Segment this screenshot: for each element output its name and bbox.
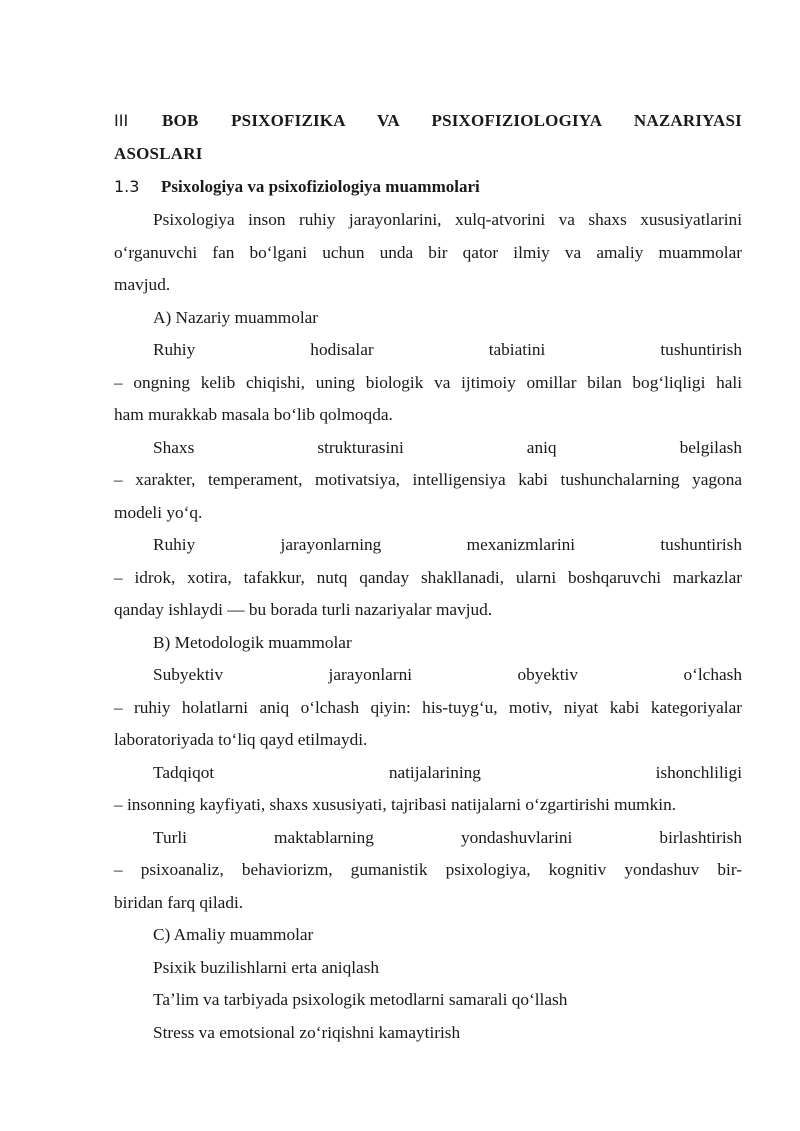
chapter-number: III (114, 111, 129, 130)
text-line: Psixologiya inson ruhiy jarayonlarini, xulq-atvorini va shaxs xususiyatlarini (153, 210, 742, 229)
text-line: Psixik buzilishlarni erta aniqlash (153, 957, 380, 977)
chapter-title-continued: ASOSLARI (114, 144, 203, 163)
section-number: 1.3 (114, 177, 140, 196)
text-line: Stress va emotsional zoʻriqishni kamaytirish (153, 1022, 461, 1042)
text-line: C) Amaliy muammolar (153, 925, 314, 944)
text-line: A) Nazariy muammolar (153, 307, 319, 327)
text-line: B) Metodologik muammolar (153, 632, 352, 652)
text-line: Shaxs strukturasini aniq belgilash (153, 437, 742, 457)
body-text (114, 204, 742, 1049)
text-line: – ongning kelib chiqishi, uning biologik va ijtimoiy omillar bilan bogʻliqligi hali (114, 372, 742, 392)
text-line: Ruhiy hodisalar tabiatini tushuntirish (153, 340, 742, 359)
text-line: Ruhiy jarayonlarning mexanizmlarini tushuntirish (153, 535, 742, 554)
text-line: – idrok, xotira, tafakkur, nutq qanday shakllanadi, ularni boshqaruvchi markazlar (114, 567, 742, 587)
text-line: ham murakkab masala boʻlib qolmoqda. (114, 405, 393, 424)
section-heading (114, 170, 742, 204)
text-line: oʻrganuvchi fan boʻlgani uchun unda bir qator ilmiy va amaliy muammolar (114, 242, 742, 262)
text-line: mavjud. (114, 275, 171, 294)
chapter-title: BOB PSIXOFIZIKA VA PSIXOFIZIOLOGIYA NAZARIYASI (162, 111, 742, 130)
text-line: – ruhiy holatlarni aniq oʻlchash qiyin: his-tuygʻu, motiv, niyat kabi kategoriyalar (114, 697, 742, 717)
text-line: – psixoanaliz, behaviorizm, gumanistik psixologiya, kognitiv yondashuv bir- (114, 860, 742, 879)
chapter-heading-line-1 (114, 104, 742, 138)
text-line: Taʼlim va tarbiyada psixologik metodlarni samarali qoʻllash (153, 990, 568, 1009)
chapter-heading-line-2 (114, 138, 742, 170)
document-page (114, 104, 742, 1049)
text-line: laboratoriyada toʻliq qayd etilmaydi. (114, 730, 368, 749)
text-line: biridan farq qiladi. (114, 892, 244, 912)
text-line: Tadqiqot natijalarining ishonchliligi (153, 762, 742, 782)
text-line: modeli yoʻq. (114, 502, 203, 522)
text-line: Subyektiv jarayonlarni obyektiv oʻlchash (153, 665, 742, 684)
text-line: qanday ishlaydi — bu borada turli nazariyalar mavjud. (114, 600, 493, 619)
text-line: – insonning kayfiyati, shaxs xususiyati, tajribasi natijalarni oʻzgartirishi mumkin. (114, 795, 677, 814)
text-line: – xarakter, temperament, motivatsiya, intelligensiya kabi tushunchalarning yagona (114, 470, 742, 489)
text-line: Turli maktablarning yondashuvlarini birlashtirish (153, 827, 742, 847)
section-title: Psixologiya va psixofiziologiya muammolari (161, 177, 480, 196)
